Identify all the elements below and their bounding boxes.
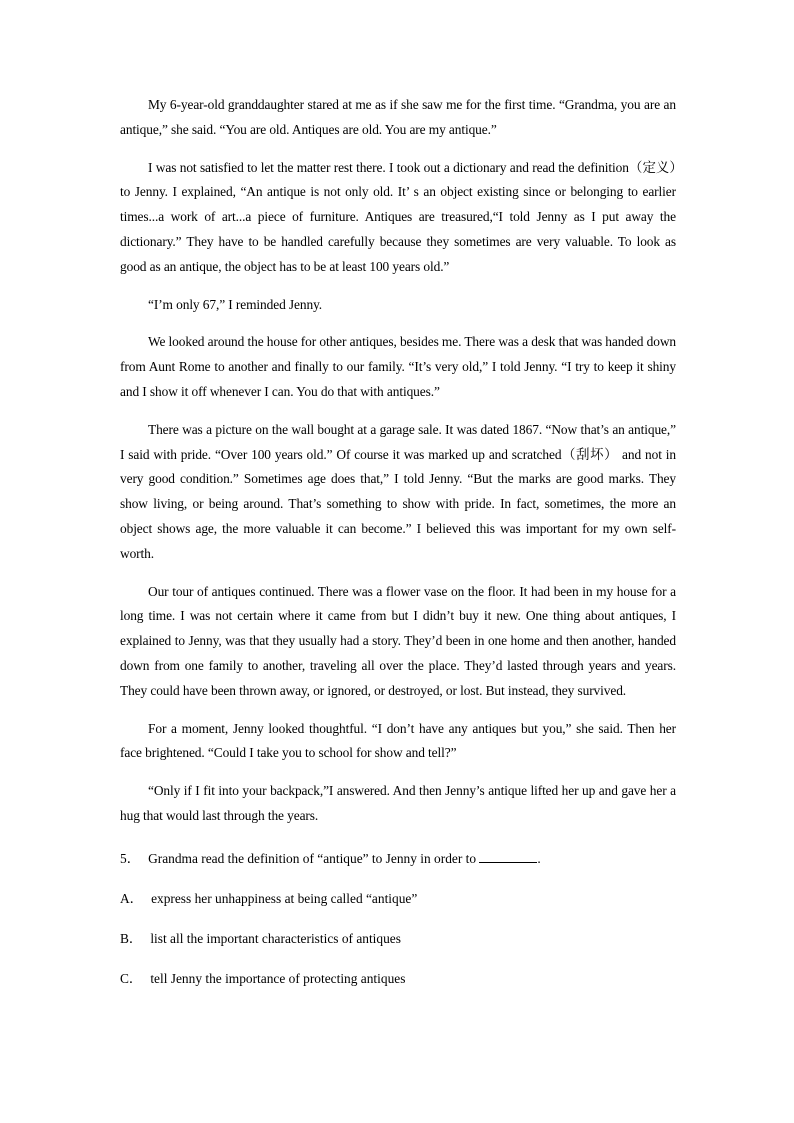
option-text: tell Jenny the importance of protecting antiques bbox=[150, 970, 406, 986]
reading-passage bbox=[120, 93, 676, 829]
option-c[interactable] bbox=[120, 967, 676, 991]
passage-paragraph-4: We looked around the house for other antiques, besides me. There was a desk that was handed down from Aunt Rome to another and finally to our family. “It’s very old,” I told Jenny. “I try to keep it shiny and I show it off whenever I can. You do that with antiques.” bbox=[120, 334, 676, 399]
passage-paragraph-5: There was a picture on the wall bought at a garage sale. It was dated 1867. “Now that’s an antique,” I said with pride. “Over 100 years old.” Of course it was marked up and scratched（刮坏） and not in very good condition.” Sometimes age does that,” I told Jenny. “But the marks are good marks. They show living, or being around. That’s something to show with pride. In fact, sometimes, the more an object shows age, the more valuable it can become.” I believed this was important for my own self-worth. bbox=[120, 421, 676, 561]
option-text: express her unhappiness at being called “antique” bbox=[151, 890, 418, 906]
question-block bbox=[120, 847, 676, 991]
option-b[interactable] bbox=[120, 927, 676, 951]
question-end: . bbox=[537, 850, 541, 866]
passage-paragraph-1: My 6-year-old granddaughter stared at me as if she saw me for the first time. “Grandma, you are an antique,” she said. “You are old. Antiques are old. You are my antique.” bbox=[120, 97, 676, 137]
answer-blank bbox=[479, 848, 537, 863]
option-letter: A． bbox=[120, 890, 144, 906]
option-letter: C． bbox=[120, 970, 143, 986]
passage-paragraph-7: For a moment, Jenny looked thoughtful. “I don’t have any antiques but you,” she said. Then her face brightened. “Could I take you to school for show and tell?” bbox=[120, 720, 676, 761]
passage-paragraph-6: Our tour of antiques continued. There was a flower vase on the floor. It had been in my house for a long time. I was not certain where it came from but I didn’t buy it new. One thing about antiques, I explained to Jenny, was that they usually had a story. They’d been in one home and then another, handed down from one family to another, traveling all over the place. They’d lasted through years and years. They could have been thrown away, or ignored, or destroyed, or lost. But instead, they survived. bbox=[120, 583, 676, 698]
option-text: list all the important characteristics of antiques bbox=[150, 930, 401, 946]
question-stem bbox=[120, 847, 676, 871]
document-page bbox=[120, 93, 676, 991]
passage-paragraph-8: “Only if I fit into your backpack,”I answered. And then Jenny’s antique lifted her up and gave her a hug that would last through the years. bbox=[120, 783, 676, 823]
passage-paragraph-2: I was not satisfied to let the matter rest there. I took out a dictionary and read the definition（定义）to Jenny. I explained, “An antique is not only old. It’ s an object existing since or belonging to earlier times...a work of art...a piece of furniture. Antiques are treasured,“I told Jenny as I put away the dictionary.” They have to be handled carefully because they sometimes are very valuable. To look as good as an antique, the object has to be at least 100 years old.” bbox=[120, 159, 676, 274]
question-number: 5． bbox=[120, 850, 141, 866]
option-a[interactable] bbox=[120, 887, 676, 911]
question-text: Grandma read the definition of “antique” to Jenny in order to bbox=[148, 850, 480, 866]
option-letter: B． bbox=[120, 930, 143, 946]
passage-paragraph-3: “I’m only 67,” I reminded Jenny. bbox=[148, 296, 323, 312]
